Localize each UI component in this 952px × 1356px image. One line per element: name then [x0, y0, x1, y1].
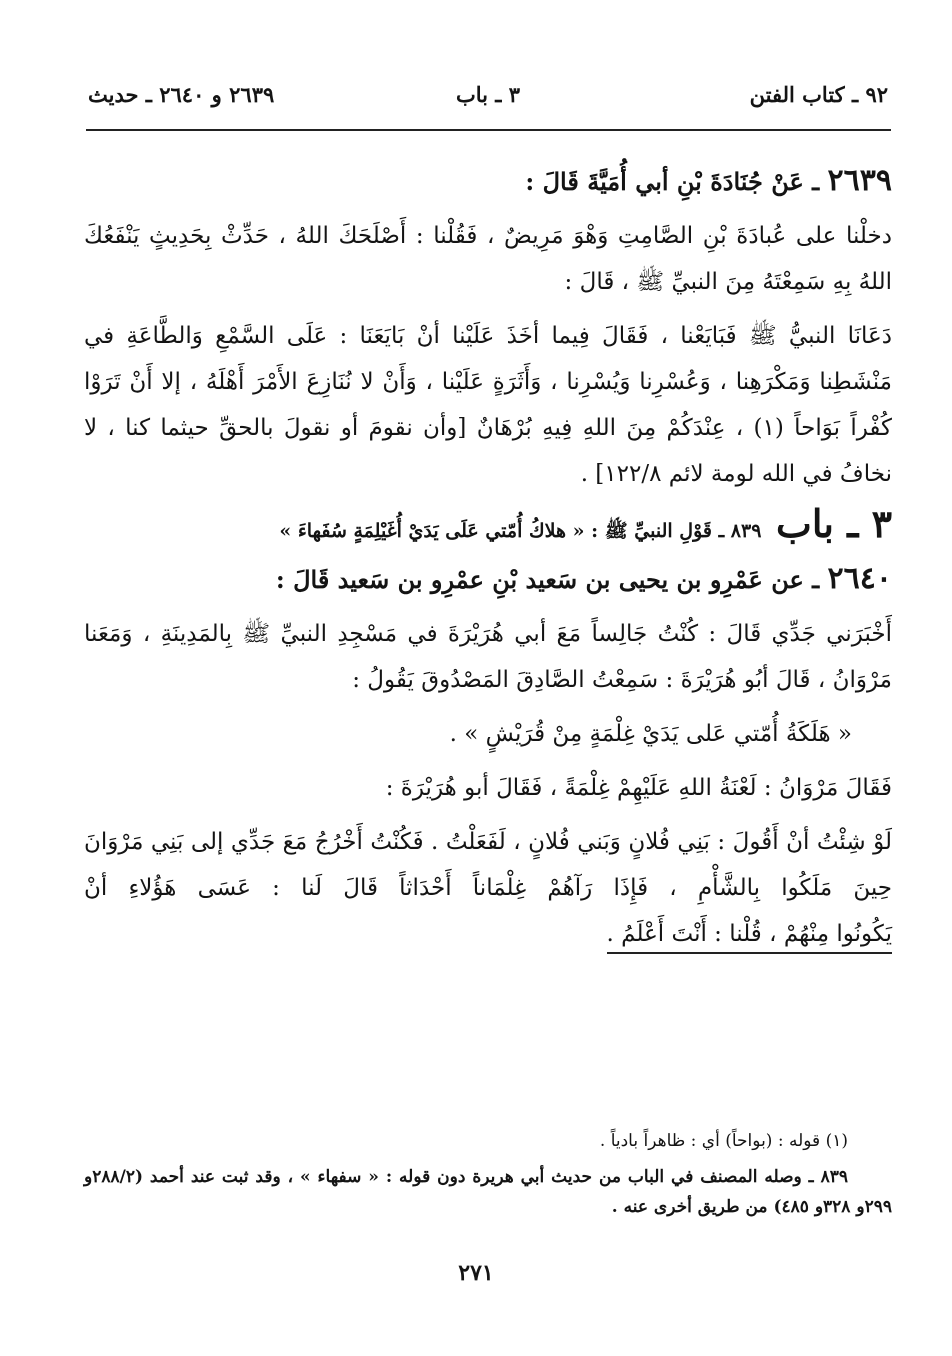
- hadith-2640-paragraph-3: [84, 819, 892, 957]
- hadith-2640-paragraph-1: أَخْبَرَني جَدِّي قَالَ : كُنْتُ جَالِساً مَعَ أبي هُرَيْرَةَ في مَسْجِدِ النبيِّ ﷺ بِالمَدِينَةِ ، وَمَعَنا مَرْوَانُ ، قَالَ أبُو هُرَيْرَةَ : سَمِعْتُ الصَّادِقَ المَصْدُوقَ يَقُولُ :: [84, 621, 892, 693]
- paragraph-text: لَوْ شِئْتُ أنْ أَقُولَ : بَنِي فُلانٍ وَبَني فُلانٍ ، لَفَعَلْتُ . فَكُنْتُ أَخْرُجُ مَعَ جَدِّي إلى بَنِي مَرْوَانَ حِينَ مَلَكُوا بِالشَّأْمِ ، فَإِذَا رَآهُمْ غِلْمَاناً أَحْدَاثاً قَالَ لَنا : عَسَى هَؤُلاءِ أنْ: [84, 829, 892, 901]
- header-book-title: ٩٢ ـ كتاب الفتن: [749, 82, 888, 107]
- paragraph-text-underlined: يَكُونُوا مِنْهُمْ ، قُلْنا : أَنْتَ أَعْلَمُ .: [607, 916, 892, 954]
- main-text: [84, 158, 892, 965]
- header-chapter: ٣ ـ باب: [455, 82, 521, 107]
- footnote-chapter-839: ٨٣٩ ـ وصله المصنف في الباب من حديث أبي هريرة دون قوله : « سفهاء » ، وقد ثبت عند أحمد (٢٨٨/٢و ٢٩٩و ٣٢٨و ٤٨٥) من طريق أخرى عنه .: [84, 1167, 892, 1217]
- hadith-2639-heading: [84, 158, 892, 205]
- hadith-2640-paragraph-2: فَقَالَ مَرْوَانُ : لَعْنَةُ اللهِ عَلَيْهِمْ غِلْمَةً ، فَقَالَ أبو هُرَيْرَةَ :: [385, 775, 892, 801]
- chapter-heading: [84, 505, 892, 550]
- chapter-label: ٣ ـ باب: [776, 505, 892, 546]
- hadith-number: ٢٦٣٩: [827, 163, 892, 198]
- running-header: [88, 82, 888, 116]
- hadith-isnad: ـ عن عَمْرِو بن يحيى بن سَعيد بْنِ عمْرِو بن سَعيد قَالَ :: [275, 565, 828, 594]
- hadith-isnad: ـ عَنْ جُنَادَةَ بْنِ أبي أُمَيَّةَ قَالَ :: [525, 167, 828, 196]
- header-hadith-range: ٢٦٣٩ و ٢٦٤٠ ـ حديث: [88, 82, 275, 107]
- hadith-number: ٢٦٤٠: [827, 561, 892, 596]
- header-rule: [86, 129, 891, 131]
- hadith-2640-quote: « هَلَكَةُ أُمّتي عَلى يَدَيْ غِلْمَةٍ مِنْ قُرَيْشٍ » .: [449, 721, 852, 747]
- chapter-title: ٨٣٩ ـ قَوْلِ النبيِّ ﷺ : « هلاكُ أُمّتي عَلَى يَدَيْ أُغَيْلِمَةٍ سُفَهاءَ »: [279, 520, 762, 542]
- footnote-1: (١) قوله : (بواحاً) أي : ظاهراً بادياً .: [599, 1131, 848, 1151]
- page-number: ٢٧١: [458, 1260, 494, 1286]
- footnotes: [84, 1126, 892, 1222]
- hadith-2639-paragraph-1: دخلْنا على عُبادَةَ بْنِ الصَّامِتِ وَهْوَ مَرِيضٌ ، فَقُلْنا : أَصْلَحَكَ اللهُ ، حَدِّثْ بِحَدِيثٍ يَنْفَعُكَ اللهُ بِهِ سَمِعْتَهُ مِنَ النبيِّ ﷺ ، قَالَ :: [84, 223, 892, 295]
- hadith-2640-heading: [84, 556, 892, 603]
- hadith-2639-paragraph-2: دَعَانَا النبيُّ ﷺ فَبَايَعْنا ، فَقَالَ فِيما أخَذَ عَلَيْنا أنْ بَايَعَنَا : عَلَى السَّمْعِ وَالطَّاعَةِ في مَنْشَطِنا وَمَكْرَهِنا ، وَعُسْرِنا وَيُسْرِنا ، وَأَثَرَةٍ عَلَيْنا ، وَأَنْ لا نُنَازِعَ الأَمْرَ أَهْلَهُ ، إلا أَنْ تَرَوْا كُفْراً بَوَاحاً (١) ، عِنْدَكُمْ مِنَ اللهِ فِيهِ بُرْهَانٌ [وأن نقومَ أو نقولَ بالحقِّ حيثما كنا ، لا نخافُ في الله لومة لائم ١٢٢/٨] .: [84, 323, 892, 487]
